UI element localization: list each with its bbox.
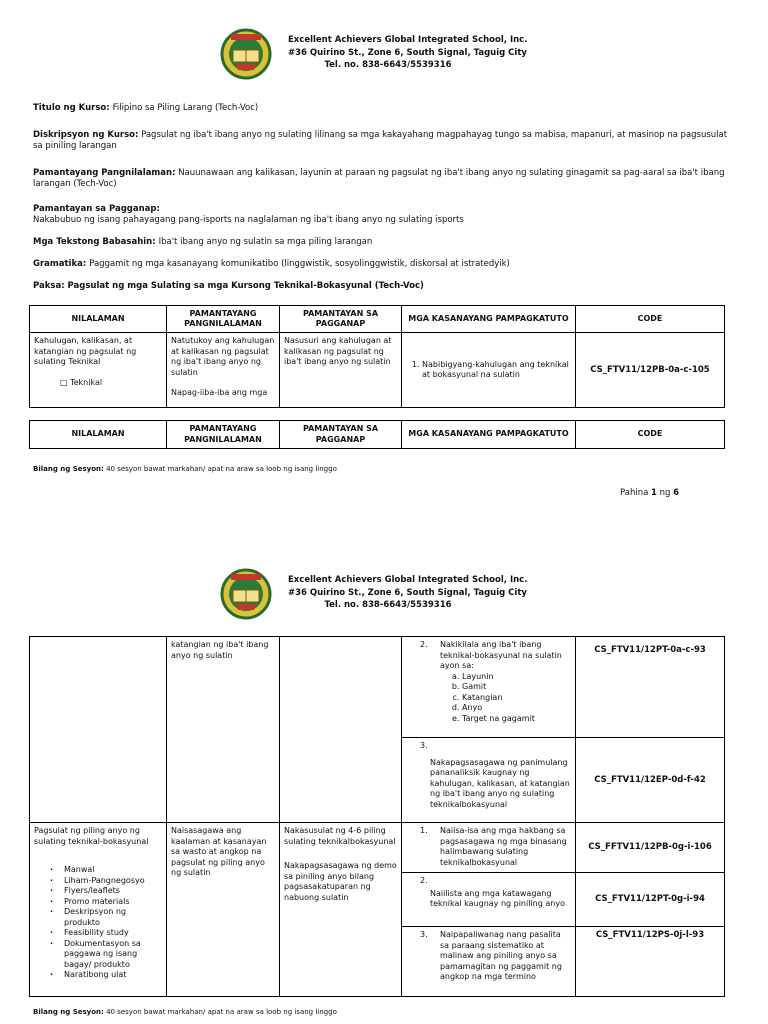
cell-pangnilalaman — [167, 333, 280, 408]
item-number: 2. — [420, 876, 428, 885]
cell-pangnilalaman: katangian ng iba't ibang anyo ng sulatin — [167, 637, 280, 823]
sessions-note-page2 — [33, 1008, 337, 1017]
course-description — [33, 130, 733, 152]
texts-value: Iba't ibang anyo ng sulatin sa mga piling larangan — [158, 237, 373, 247]
cell-code: CS_FTV11/12PB-0a-c-105 — [576, 333, 725, 408]
course-title: Titulo ng Kurso: Filipino sa Piling Larang (Tech-Voc) — [33, 103, 259, 113]
header-code: CODE — [576, 306, 725, 333]
cell-nilalaman — [30, 823, 167, 997]
list-item: · Promo materials — [64, 897, 162, 908]
school-header — [220, 28, 560, 78]
cell-code: CS_FTV11/12PS-0j-l-93 — [576, 927, 725, 997]
item-number: 3. — [420, 930, 428, 939]
sessions-label: Bilang ng Sesyon: — [33, 1008, 104, 1016]
cell-kasanayan — [402, 738, 576, 823]
kasanayan-text: Nakikilala ang iba't ibang teknikal-bokasyunal na sulatin ayon sa: — [440, 640, 562, 670]
table-header-row — [30, 421, 725, 449]
kasanayan-text: Naiilista ang mga katawagang teknikal kaugnay ng piniling anyo — [430, 888, 565, 908]
list-item: e. Target na gagamit — [462, 714, 571, 725]
item-number: 1. — [420, 826, 428, 835]
list-item: b. Gamit — [462, 682, 571, 693]
cell-kasanayan — [402, 637, 576, 738]
course-title-label: Titulo ng Kurso — [33, 103, 107, 113]
list-item: · Feasibility study — [64, 928, 162, 939]
cell-nilalaman — [30, 637, 167, 823]
header-code: CODE — [576, 421, 725, 449]
kasanayan-item: 1. Nabibigyang-kahulugan ang teknikal at bokasyunal na sulatin — [422, 360, 571, 381]
pagganap-text-a: Nakasusulat ng 4-6 piling sulating teknikalbokasyunal — [284, 826, 396, 846]
anyo-list — [34, 865, 162, 981]
list-item: · Deskripsyon ng produkto — [64, 907, 162, 928]
item-number: 3. — [420, 741, 428, 750]
cell-code: CS_FFTV11/12PB-0g-i-106 — [576, 823, 725, 873]
page-mid: ng — [659, 488, 671, 498]
cell-nilalaman — [30, 333, 167, 408]
header-nilalaman: NILALAMAN — [30, 421, 167, 449]
header-pagganap: PAMANTAYAN SA PAGGANAP — [280, 421, 402, 449]
list-item: · Manwal — [64, 865, 162, 876]
sessions-note — [33, 465, 337, 474]
cell-kasanayan — [402, 823, 576, 873]
course-desc-value: Pagsulat ng iba't ibang anyo ng sulating lilinang sa mga kakayahang magpahayag tungo sa mabisa, mapanuri, at masinop na pagsusulat sa piniling larangan — [33, 130, 728, 151]
cell-pagganap — [280, 637, 402, 823]
list-item: a. Layunin — [462, 672, 571, 683]
school-logo-icon — [220, 568, 272, 620]
kasanayan-text: Naipapaliwanag nang pasalita sa paraang sistematiko at malinaw ang piniling anyo sa pamamagitan ng paggamit ng angkop na mga termino — [440, 930, 562, 981]
sessions-value: 40 sesyon bawat markahan/ apat na araw sa loob ng isang linggo — [106, 465, 337, 473]
topic-value: Pagsulat ng mga Sulating sa mga Kursong Teknikal-Bokasyunal (Tech-Voc) — [67, 281, 424, 291]
pagganap-text-b: Nakapagsasagawa ng demo sa piniling anyo bilang pagsasakatuparan ng nabuong sulatin — [284, 861, 397, 902]
header-pagganap: PAMANTAYAN SA PAGGANAP — [280, 306, 402, 333]
reading-texts: Mga Tekstong Babasahin: Iba't ibang anyo ng sulatin sa mga piling larangan — [33, 237, 373, 247]
nilalaman-sub: □ Teknikal — [60, 377, 103, 387]
sessions-value: 40 sesyon bawat markahan/ apat na araw sa loob ng isang linggo — [106, 1008, 337, 1016]
cell-pangnilalaman: Naisasagawa ang kaalaman at kasanayan sa wasto at angkop na pagsulat ng piling anyo ng sulatin — [167, 823, 280, 997]
list-item: · Flyers/leaflets — [64, 886, 162, 897]
school-name: Excellent Achievers Global Integrated School, Inc. — [288, 35, 528, 45]
cell-kasanayan — [402, 927, 576, 997]
header-kasanayan: MGA KASANAYANG PAMPAGKATUTO — [402, 306, 576, 333]
perf-std-label: Pamantayan sa Pagganap — [33, 204, 157, 214]
sub-list — [448, 672, 571, 725]
school-address: #36 Quirino St., Zone 6, South Signal, Taguig City — [288, 47, 527, 58]
nilalaman-text: Pagsulat ng piling anyo ng sulating teknikal-bokasyunal — [34, 826, 149, 846]
cell-kasanayan — [402, 333, 576, 408]
table-row — [30, 823, 725, 873]
school-header-page2 — [220, 568, 560, 618]
curriculum-table-page1 — [29, 305, 725, 408]
content-std-label: Pamantayang Pangnilalaman: — [33, 168, 176, 178]
course-desc-label: Diskripsyon ng Kurso: — [33, 130, 139, 140]
item-number: 2. — [420, 640, 428, 649]
list-item: · Dokumentasyon sa paggawa ng isang bagay/ produkto — [64, 939, 162, 971]
school-tel: Tel. no. 838-6643/5539316 — [324, 600, 452, 610]
school-info — [288, 574, 527, 612]
curriculum-table-page2 — [29, 636, 725, 997]
school-tel: Tel. no. 838-6643/5539316 — [324, 60, 452, 70]
nilalaman-text: Kahulugan, kalikasan, at katangian ng pagsulat ng sulating Teknikal — [34, 336, 137, 366]
cell-kasanayan — [402, 873, 576, 927]
pangnilalaman-text: Natutukoy ang kahulugan at kalikasan ng pagsulat ng iba't ibang anyo ng sulatin — [171, 336, 275, 377]
list-item: c. Katangian — [462, 693, 571, 704]
table-row — [30, 333, 725, 408]
content-standard — [33, 168, 733, 190]
topic-label: Paksa — [33, 281, 62, 291]
cell-pagganap — [280, 823, 402, 997]
cell-code: CS_FTV11/12PT-0g-i-94 — [576, 873, 725, 927]
perf-std-value: Nakabubuo ng isang pahayagang pang-isports na naglalaman ng iba't ibang anyo ng sulating isports — [33, 215, 464, 225]
header-nilalaman: NILALAMAN — [30, 306, 167, 333]
grammar-label: Gramatika — [33, 259, 83, 269]
header-kasanayan: MGA KASANAYANG PAMPAGKATUTO — [402, 421, 576, 449]
page-number — [620, 488, 679, 499]
list-item: · Naratibong ulat — [64, 970, 162, 981]
performance-standard: Pamantayan sa Pagganap: Nakabubuo ng isang pahayagang pang-isports na naglalaman ng iba't ibang anyo ng sulating isports — [33, 204, 464, 225]
curriculum-table-header-repeat — [29, 420, 725, 449]
content-std-value: Nauunawaan ang kalikasan, layunin at paraan ng pagsulat ng iba't ibang anyo ng sulating ginagamit sa pag-aaral sa iba't ibang larangan (Tech-Voc) — [33, 168, 725, 189]
cell-pagganap: Nasusuri ang kahulugan at kalikasan ng pagsulat ng iba't ibang anyo ng sulatin — [280, 333, 402, 408]
table-row — [30, 637, 725, 738]
list-item: d. Anyo — [462, 703, 571, 714]
cell-code: CS_FTV11/12EP-0d-f-42 — [576, 738, 725, 823]
school-info — [288, 34, 527, 72]
page-total: 6 — [673, 488, 680, 498]
sessions-label: Bilang ng Sesyon: — [33, 465, 104, 473]
page-current: 1 — [651, 488, 657, 498]
texts-label: Mga Tekstong Babasahin — [33, 237, 153, 247]
cell-code: CS_FTV11/12PT-0a-c-93 — [576, 637, 725, 738]
table-header-row — [30, 306, 725, 333]
kasanayan-text: Naiisa-isa ang mga hakbang sa pagsasagawa ng mga binasang halimbawang sulating teknikalbokasyunal — [440, 826, 567, 867]
school-address: #36 Quirino St., Zone 6, South Signal, Taguig City — [288, 587, 527, 598]
kasanayan-text: Nakapagsasagawa ng panimulang pananaliksik kaugnay ng kahulugan, kalikasan, at katangian ng iba't ibang anyo ng sulating teknikalbokasyunal — [430, 757, 570, 809]
topic: Paksa: Pagsulat ng mga Sulating sa mga Kursong Teknikal-Bokasyunal (Tech-Voc) — [33, 281, 424, 291]
pangnilalaman-extra: Napag-iiba-iba ang mga — [171, 388, 268, 397]
page-prefix: Pahina — [620, 488, 649, 498]
header-pangnilalaman: PAMANTAYANG PANGNILALAMAN — [167, 306, 280, 333]
list-item: · Liham-Pangnegosyo — [64, 876, 162, 887]
grammar-value: Paggamit ng mga kasanayang komunikatibo (linggwistik, sosyolinggwistik, diskorsal at istratedyik) — [89, 259, 510, 269]
course-title-value: Filipino sa Piling Larang (Tech-Voc) — [112, 103, 259, 113]
school-logo-icon — [220, 28, 272, 80]
grammar: Gramatika: Paggamit ng mga kasanayang komunikatibo (linggwistik, sosyolinggwistik, diskorsal at istratedyik) — [33, 259, 510, 269]
header-pangnilalaman: PAMANTAYANG PANGNILALAMAN — [167, 421, 280, 449]
school-name: Excellent Achievers Global Integrated School, Inc. — [288, 575, 528, 585]
